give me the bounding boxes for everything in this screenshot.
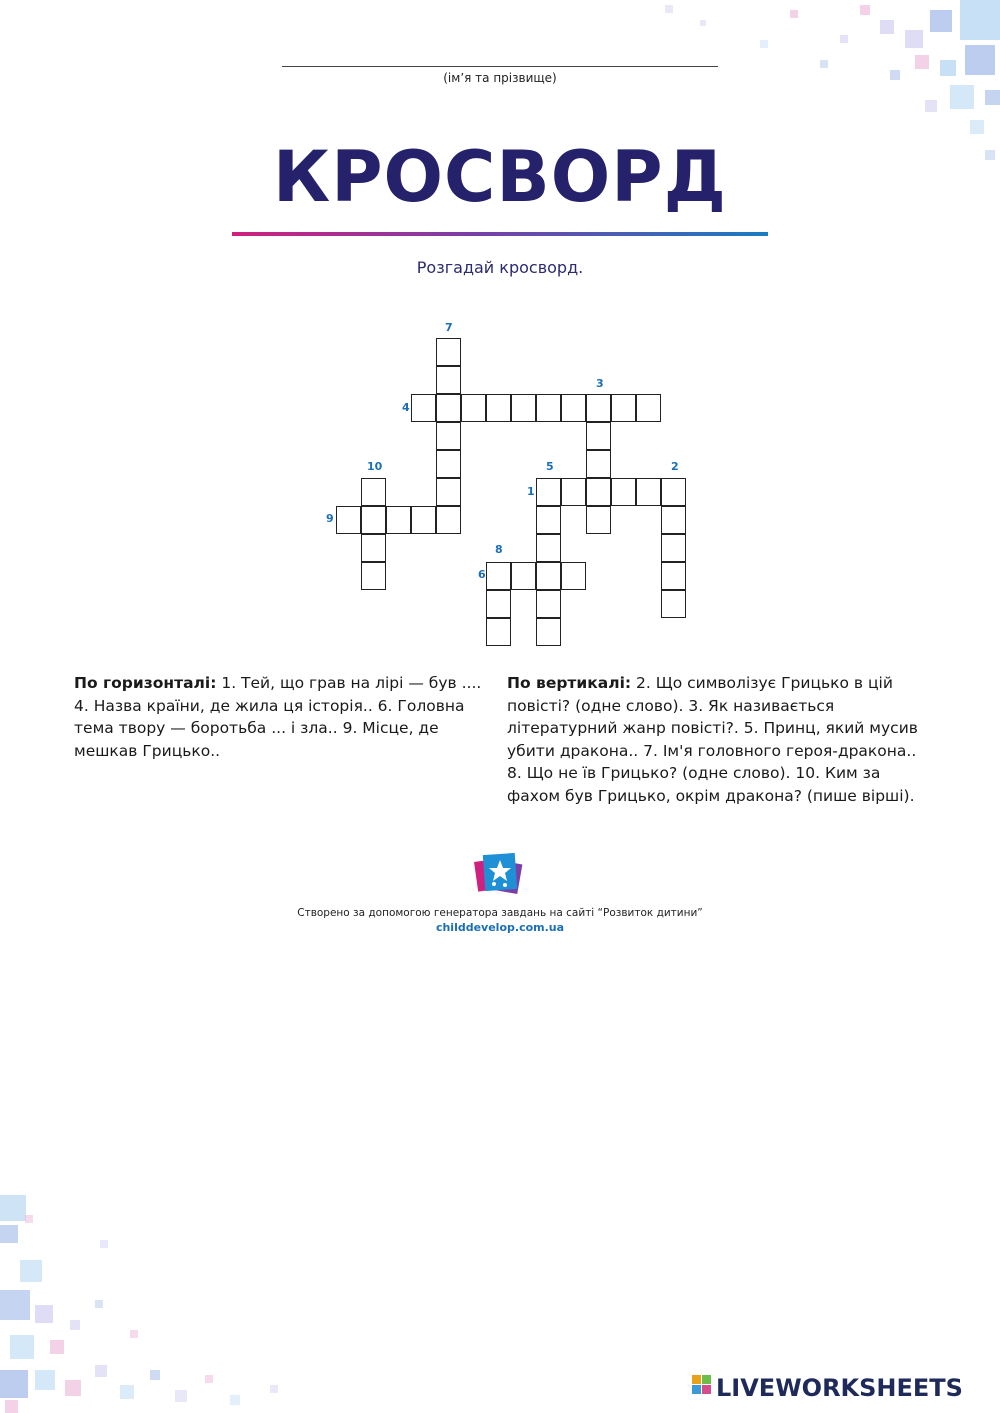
decorative-square: [205, 1375, 213, 1383]
decorative-square: [25, 1215, 33, 1223]
childdevelop-logo-icon: [474, 850, 526, 898]
decorative-square: [0, 1370, 28, 1398]
crossword-cell[interactable]: [361, 478, 386, 506]
decorative-square: [820, 60, 828, 68]
clue-number-8: 8: [495, 543, 503, 556]
crossword-cell[interactable]: [411, 506, 436, 534]
crossword-cell[interactable]: [536, 394, 561, 422]
clue-number-1: 1: [527, 485, 535, 498]
crossword-cell[interactable]: [586, 394, 611, 422]
crossword-cell[interactable]: [536, 590, 561, 618]
clue-number-2: 2: [671, 460, 679, 473]
decorative-square: [905, 30, 923, 48]
crossword-cell[interactable]: [536, 618, 561, 646]
crossword-cell[interactable]: [386, 506, 411, 534]
crossword-cell[interactable]: [661, 506, 686, 534]
horizontal-clues-text: 1. Тей, що грав на лірі — був .... 4. Назва країни, де жила ця історія.. 6. Головна тема твору — боротьба ... і зла.. 9. Місце, де мешкав Грицько..: [74, 674, 482, 760]
crossword-cell[interactable]: [536, 506, 561, 534]
decorative-square: [10, 1335, 34, 1359]
decorative-square: [985, 90, 1000, 105]
crossword-cell[interactable]: [536, 534, 561, 562]
crossword-cell[interactable]: [436, 366, 461, 394]
liveworksheets-brand: LIVEWORKSHEETS: [716, 1374, 963, 1402]
logo-bar-i: [692, 1385, 701, 1394]
decorative-square: [915, 55, 929, 69]
logo-bar-l: [692, 1375, 701, 1384]
clue-number-7: 7: [445, 321, 453, 334]
clue-number-10: 10: [367, 460, 383, 473]
logo-bar-e: [702, 1385, 711, 1394]
clue-number-4: 4: [402, 401, 410, 414]
decorative-square: [65, 1380, 81, 1396]
decorative-square: [230, 1395, 240, 1405]
decorative-square: [930, 10, 952, 32]
decorative-square: [985, 150, 995, 160]
vertical-clues-heading: По вертикалі:: [507, 674, 632, 692]
crossword-cell[interactable]: [461, 394, 486, 422]
decorative-square: [665, 5, 673, 13]
crossword-cell[interactable]: [486, 394, 511, 422]
crossword-cell[interactable]: [661, 590, 686, 618]
decorative-square: [95, 1365, 107, 1377]
clue-number-9: 9: [326, 512, 334, 525]
decorative-square: [0, 1225, 18, 1243]
crossword-cell[interactable]: [586, 450, 611, 478]
decorative-square: [860, 5, 870, 15]
clue-number-6: 6: [478, 568, 486, 581]
decorative-square: [120, 1385, 134, 1399]
decorative-square: [50, 1340, 64, 1354]
crossword-cell[interactable]: [611, 478, 636, 506]
crossword-cell[interactable]: [486, 562, 511, 590]
crossword-cell[interactable]: [486, 590, 511, 618]
decorative-square: [700, 20, 706, 26]
decorative-square: [840, 35, 848, 43]
crossword-cell[interactable]: [536, 478, 561, 506]
crossword-cell[interactable]: [436, 394, 461, 422]
decorative-square: [130, 1330, 138, 1338]
logo-bar-v: [702, 1375, 711, 1384]
decorative-square: [95, 1300, 103, 1308]
crossword-cell[interactable]: [336, 506, 361, 534]
clue-number-5: 5: [546, 460, 554, 473]
decorative-square: [70, 1320, 80, 1330]
page-title: КРОСВОРД: [273, 136, 727, 218]
crossword-cell[interactable]: [636, 394, 661, 422]
decorative-square: [150, 1370, 160, 1380]
crossword-cell[interactable]: [436, 422, 461, 450]
crossword-cell[interactable]: [436, 478, 461, 506]
decorative-square: [0, 1290, 30, 1320]
decorative-square: [950, 85, 974, 109]
horizontal-clues-heading: По горизонталі:: [74, 674, 217, 692]
crossword-cell[interactable]: [561, 478, 586, 506]
decorative-square: [925, 100, 937, 112]
decorative-square: [5, 1400, 18, 1413]
crossword-cell[interactable]: [361, 506, 386, 534]
crossword-cell[interactable]: [436, 506, 461, 534]
vertical-clues-text: 2. Що символізує Грицько в цій повісті? (одне слово). 3. Як називається літературний жанр повісті?. 5. Принц, який мусив убити дракона.. 7. Ім'я головного героя-дракона.. 8. Що не їв Грицько? (одне слово). 10. Ким за фахом був Грицько, окрім дракона? (пише вірші).: [507, 674, 918, 805]
crossword-cell[interactable]: [511, 562, 536, 590]
decorative-square: [940, 60, 956, 76]
crossword-cell[interactable]: [661, 562, 686, 590]
crossword-cell[interactable]: [561, 562, 586, 590]
instruction-text: Розгадай кросворд.: [416, 258, 584, 277]
decorative-square: [760, 40, 768, 48]
crossword-cell[interactable]: [436, 338, 461, 366]
crossword-cell[interactable]: [361, 562, 386, 590]
decorative-square: [270, 1385, 278, 1393]
decorative-square: [790, 10, 798, 18]
crossword-cell[interactable]: [436, 450, 461, 478]
name-caption: (ім’я та прізвище): [443, 71, 557, 85]
decorative-square: [35, 1305, 53, 1323]
decorative-square: [20, 1260, 42, 1282]
horizontal-clues: [74, 672, 499, 762]
crossword-cell[interactable]: [661, 534, 686, 562]
crossword-cell[interactable]: [586, 506, 611, 534]
crossword-cell[interactable]: [586, 478, 611, 506]
decorative-square: [965, 45, 995, 75]
vertical-clues: [507, 672, 932, 807]
decorative-square: [970, 120, 984, 134]
crossword-cell[interactable]: [411, 394, 436, 422]
clue-number-3: 3: [596, 377, 604, 390]
decorative-square: [960, 0, 1000, 40]
decorative-square: [0, 1195, 26, 1221]
decorative-square: [890, 70, 900, 80]
decorative-square: [35, 1370, 55, 1390]
crossword-cell[interactable]: [536, 562, 561, 590]
credit-text: Створено за допомогою генератора завдань на сайті “Розвиток дитини”: [297, 907, 703, 919]
crossword-cell[interactable]: [361, 534, 386, 562]
decorative-square: [880, 20, 894, 34]
credit-link[interactable]: childdevelop.com.ua: [435, 921, 565, 934]
crossword-cell[interactable]: [586, 422, 611, 450]
crossword-cell[interactable]: [661, 478, 686, 506]
crossword-cell[interactable]: [636, 478, 661, 506]
crossword-cell[interactable]: [611, 394, 636, 422]
crossword-cell[interactable]: [561, 394, 586, 422]
liveworksheets-logo: [692, 1373, 992, 1405]
decorative-square: [100, 1240, 108, 1248]
decorative-square: [175, 1390, 187, 1402]
crossword-cell[interactable]: [486, 618, 511, 646]
crossword-cell[interactable]: [511, 394, 536, 422]
crossword-grid: [0, 0, 1000, 680]
